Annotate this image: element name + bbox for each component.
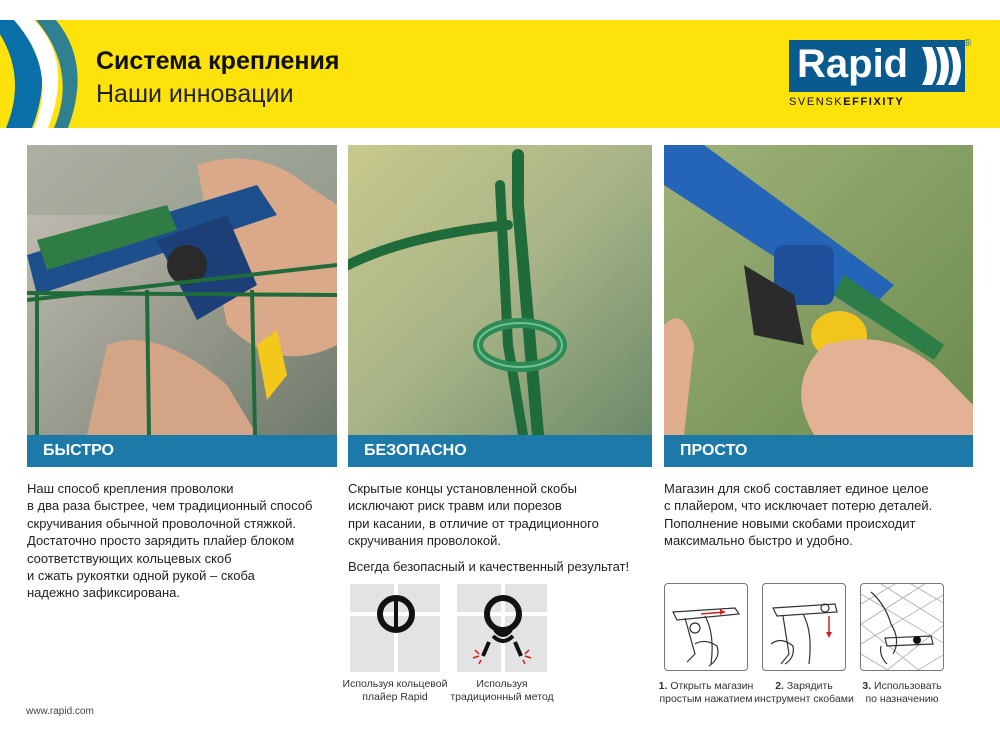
page-title: Система крепления xyxy=(96,47,340,75)
logo-tagline: SVENSKEFFIXITY xyxy=(789,96,905,108)
heading-fast: БЫСТРО xyxy=(27,435,337,467)
text-line: максимально быстро и удобно. xyxy=(664,533,853,549)
text-line: при касании, в отличие от традиционного xyxy=(348,515,599,531)
ring-clip-diagram xyxy=(350,584,440,672)
twisted-wire-diagram xyxy=(457,584,547,672)
rapid-logo xyxy=(789,40,965,110)
step-3-caption: 3. Использовать по назначению xyxy=(862,680,942,705)
photo-safe-ring xyxy=(348,145,652,435)
text-safe xyxy=(348,480,599,550)
photo-fast-plier xyxy=(27,145,337,435)
text-line: Наш способ крепления проволоки xyxy=(27,481,234,496)
text-line: Пополнение новыми скобами происходит xyxy=(664,515,916,531)
text-line: Скрытые концы установленной скобы xyxy=(348,481,577,496)
brand-stripes-graphic xyxy=(0,20,90,128)
text-line: скручивания проволокой. xyxy=(348,533,501,549)
registered-mark: ® xyxy=(964,38,972,49)
twisted-wire-caption: Используя традиционный метод xyxy=(450,678,554,703)
heading-safe: БЕЗОПАСНО xyxy=(348,435,652,467)
text-line: соответствующих кольцевых скоб xyxy=(27,550,232,566)
text-simple xyxy=(664,480,932,550)
logo-box xyxy=(789,40,965,92)
text-line: с плайером, что исключает потерю деталей. xyxy=(664,498,933,514)
text-line: скручивания обычной проволочной стяжкой. xyxy=(27,515,297,531)
text-line: Магазин для скоб составляет единое целое xyxy=(664,481,929,496)
text-line: надежно зафиксирована. xyxy=(27,585,181,601)
step-open-magazine xyxy=(664,583,748,671)
step-use-tool xyxy=(860,583,944,671)
text-line: исключают риск травм или порезов xyxy=(348,498,562,514)
heading-simple: ПРОСТО xyxy=(664,435,973,467)
text-line: в два раза быстрее, чем традиционный способ xyxy=(27,498,313,514)
step-2-caption: 2. Зарядить инструмент скобами xyxy=(754,680,854,705)
rapid-chevrons-icon xyxy=(920,45,962,87)
text-line: и сжать рукоятки одной рукой – скоба xyxy=(27,568,255,584)
safety-note: Всегда безопасный и качественный результат! xyxy=(348,559,630,574)
text-fast xyxy=(27,480,312,602)
footer-url[interactable]: www.rapid.com xyxy=(26,706,94,717)
text-line: Достаточно просто зарядить плайер блоком xyxy=(27,533,295,549)
ring-clip-caption: Используя кольцевой плайер Rapid xyxy=(342,678,448,703)
step-1-caption: 1. Открыть магазин простым нажатием xyxy=(658,680,754,705)
step-load-clips xyxy=(762,583,846,671)
page-subtitle: Наши инновации xyxy=(96,80,294,108)
photo-simple-magazine xyxy=(664,145,973,435)
logo-wordmark: Rapid xyxy=(797,42,909,86)
